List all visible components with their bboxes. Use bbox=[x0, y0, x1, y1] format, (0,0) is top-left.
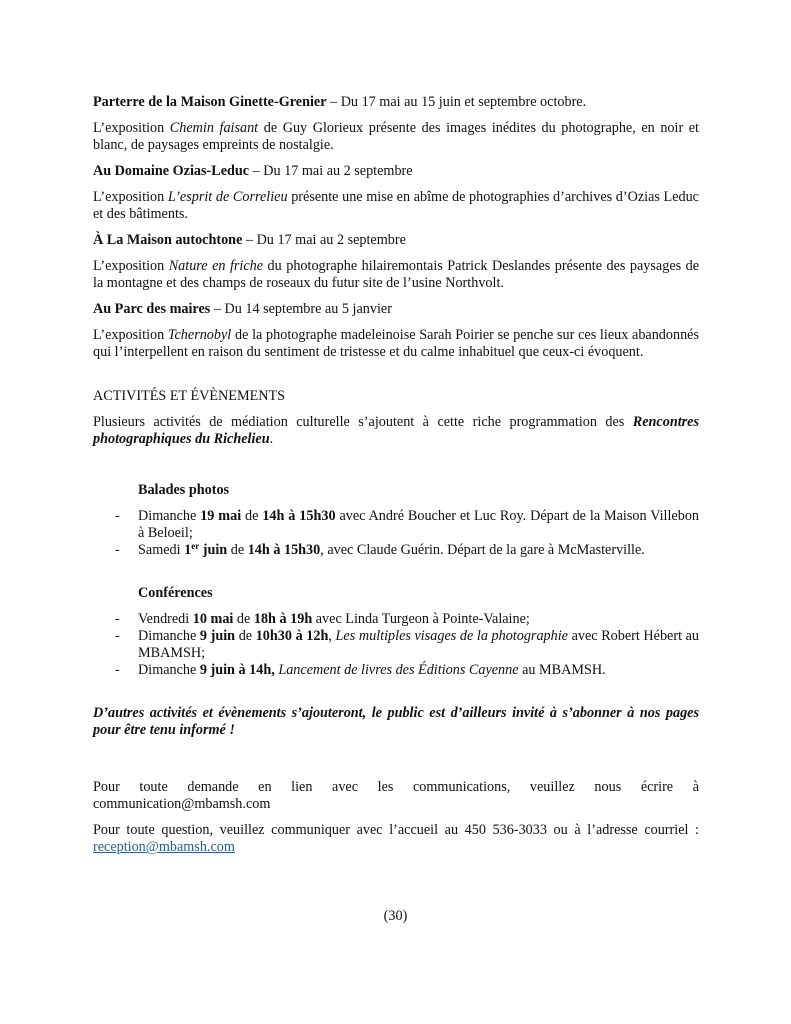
item-date: juin bbox=[199, 542, 228, 558]
item-text: à bbox=[291, 628, 307, 644]
exhibition-dates: – Du 14 septembre au 5 janvier bbox=[210, 301, 392, 317]
desc-text: de Guy Glorieux présente des images inédites du photographe, en noir et blanc, de paysages empreints de nostalgie. bbox=[93, 120, 700, 153]
item-start-time: 10h30 bbox=[255, 628, 292, 644]
exhibition-title: L’esprit de Correlieu bbox=[167, 189, 288, 205]
dash-bullet: - bbox=[115, 662, 120, 678]
item-text: avec André Boucher et Luc Roy. Départ de la Maison Villebon à Beloeil; bbox=[138, 508, 700, 541]
item-date: 9 juin bbox=[199, 662, 235, 678]
exhibition-description bbox=[93, 327, 699, 361]
contact-text: Pour toute question, veuillez communiquer avec l’accueil au 450 536-3033 ou à l’adresse courriel : bbox=[93, 822, 699, 838]
item-text: à bbox=[284, 508, 300, 524]
item-start-time: 18h bbox=[253, 611, 276, 627]
dash-bullet: - bbox=[115, 611, 120, 627]
exhibition-heading bbox=[93, 232, 699, 249]
exhibition-title: Tchernobyl bbox=[167, 327, 232, 343]
item-date: 9 juin bbox=[199, 628, 236, 644]
dash-bullet: - bbox=[115, 542, 120, 558]
exhibition-title: Chemin faisant bbox=[169, 120, 259, 136]
subheading-conferences: Conférences bbox=[138, 585, 213, 601]
item-text: , avec Claude Guérin. Départ de la gare à McMasterville. bbox=[320, 542, 645, 558]
desc-text: du photographe hilairemontais Patrick Deslandes présente des paysages de la montagne et des champs de roseaux du futur site de l’usine Northvolt. bbox=[93, 258, 700, 291]
exhibition-dates: – Du 17 mai au 2 septembre bbox=[249, 163, 413, 179]
item-text: avec Robert Hébert au MBAMSH; bbox=[138, 628, 700, 661]
item-end-time: 19h bbox=[290, 611, 313, 627]
reception-email-link[interactable]: reception@mbamsh.com bbox=[93, 839, 235, 855]
activities-intro bbox=[93, 414, 699, 448]
item-end-time: 15h30 bbox=[299, 508, 336, 524]
item-date: 10 mai bbox=[192, 611, 234, 627]
item-text: avec Linda Turgeon à Pointe-Valaine; bbox=[312, 611, 530, 627]
item-start-time: 14h, bbox=[249, 662, 275, 678]
exhibition-dates: – Du 17 mai au 15 juin et septembre octobre. bbox=[326, 94, 587, 110]
ordinal-suffix: er bbox=[191, 541, 200, 551]
exhibition-description bbox=[93, 189, 699, 223]
item-date: 1 bbox=[184, 542, 192, 558]
item-text: à bbox=[269, 542, 284, 558]
item-text: Dimanche bbox=[138, 662, 200, 678]
exhibition-venue: Parterre de la Maison Ginette-Grenier bbox=[93, 94, 327, 110]
section-title-activities: ACTIVITÉS ET ÉVÈNEMENTS bbox=[93, 388, 286, 404]
desc-text: de la photographe madeleinoise Sarah Poirier se penche sur ces lieux abandonnés qui l’interpellent en raison du sentiment de tristesse et du calme inhabituel que ceux-ci évoquent. bbox=[93, 327, 699, 360]
item-text: Dimanche bbox=[138, 628, 200, 644]
item-text: de bbox=[233, 611, 254, 627]
list-item bbox=[93, 662, 699, 679]
exhibition-description bbox=[93, 120, 699, 154]
exhibition-description bbox=[93, 258, 699, 292]
exhibition-venue: À La Maison autochtone bbox=[93, 232, 243, 248]
item-text: à bbox=[275, 611, 291, 627]
intro-text: Plusieurs activités de médiation culturelle s’ajoutent à cette riche programmation des bbox=[93, 414, 633, 430]
desc-text: L’exposition bbox=[93, 258, 169, 274]
desc-text: L’exposition bbox=[93, 120, 170, 136]
item-text: Vendredi bbox=[138, 611, 193, 627]
item-end-time: 15h30 bbox=[283, 542, 321, 558]
exhibition-heading bbox=[93, 301, 699, 318]
subheading-balades: Balades photos bbox=[138, 482, 230, 498]
document-page bbox=[93, 94, 699, 856]
dash-bullet: - bbox=[115, 508, 120, 524]
list-item bbox=[93, 508, 699, 542]
item-end-time: 12h bbox=[306, 628, 329, 644]
desc-text: présente une mise en abîme de photographies d’archives d’Ozias Leduc et des bâtiments. bbox=[93, 189, 699, 222]
item-start-time: 14h bbox=[262, 508, 285, 524]
communications-contact: Pour toute demande en lien avec les communications, veuillez nous écrire à communication@mbamsh.com bbox=[93, 779, 699, 812]
intro-text: . bbox=[269, 431, 274, 447]
item-text: à bbox=[234, 662, 250, 678]
exhibition-venue: Au Domaine Ozias-Leduc bbox=[93, 163, 250, 179]
item-text: Samedi bbox=[138, 542, 185, 558]
reception-contact bbox=[93, 822, 699, 856]
item-text: au MBAMSH. bbox=[518, 662, 606, 678]
conference-title: Lancement de livres des Éditions Cayenne bbox=[278, 662, 519, 678]
item-text: , bbox=[328, 628, 336, 644]
balades-list bbox=[93, 508, 699, 559]
conferences-list bbox=[93, 611, 699, 679]
item-date: 19 mai bbox=[200, 508, 242, 524]
exhibition-venue: Au Parc des maires bbox=[93, 301, 211, 317]
list-item bbox=[93, 542, 699, 559]
item-text: de bbox=[235, 628, 256, 644]
exhibition-dates: – Du 17 mai au 2 septembre bbox=[242, 232, 406, 248]
desc-text: L’exposition bbox=[93, 327, 168, 343]
list-item bbox=[93, 611, 699, 628]
conference-title: Les multiples visages de la photographie bbox=[335, 628, 568, 644]
festival-name: Rencontres photographiques du Richelieu bbox=[93, 414, 699, 447]
item-start-time: 14h bbox=[247, 542, 270, 558]
desc-text: L’exposition bbox=[93, 189, 168, 205]
item-text: Dimanche bbox=[138, 508, 201, 524]
exhibition-heading bbox=[93, 163, 699, 180]
exhibition-title: Nature en friche bbox=[168, 258, 264, 274]
item-text: de bbox=[227, 542, 248, 558]
exhibition-heading bbox=[93, 94, 699, 111]
dash-bullet: - bbox=[115, 628, 120, 644]
list-item bbox=[93, 628, 699, 662]
item-text: de bbox=[241, 508, 263, 524]
closing-announcement: D’autres activités et évènements s’ajouteront, le public est d’ailleurs invité à s’abonner à nos pages pour être tenu informé ! bbox=[93, 705, 699, 738]
page-number: (30) bbox=[383, 908, 408, 924]
